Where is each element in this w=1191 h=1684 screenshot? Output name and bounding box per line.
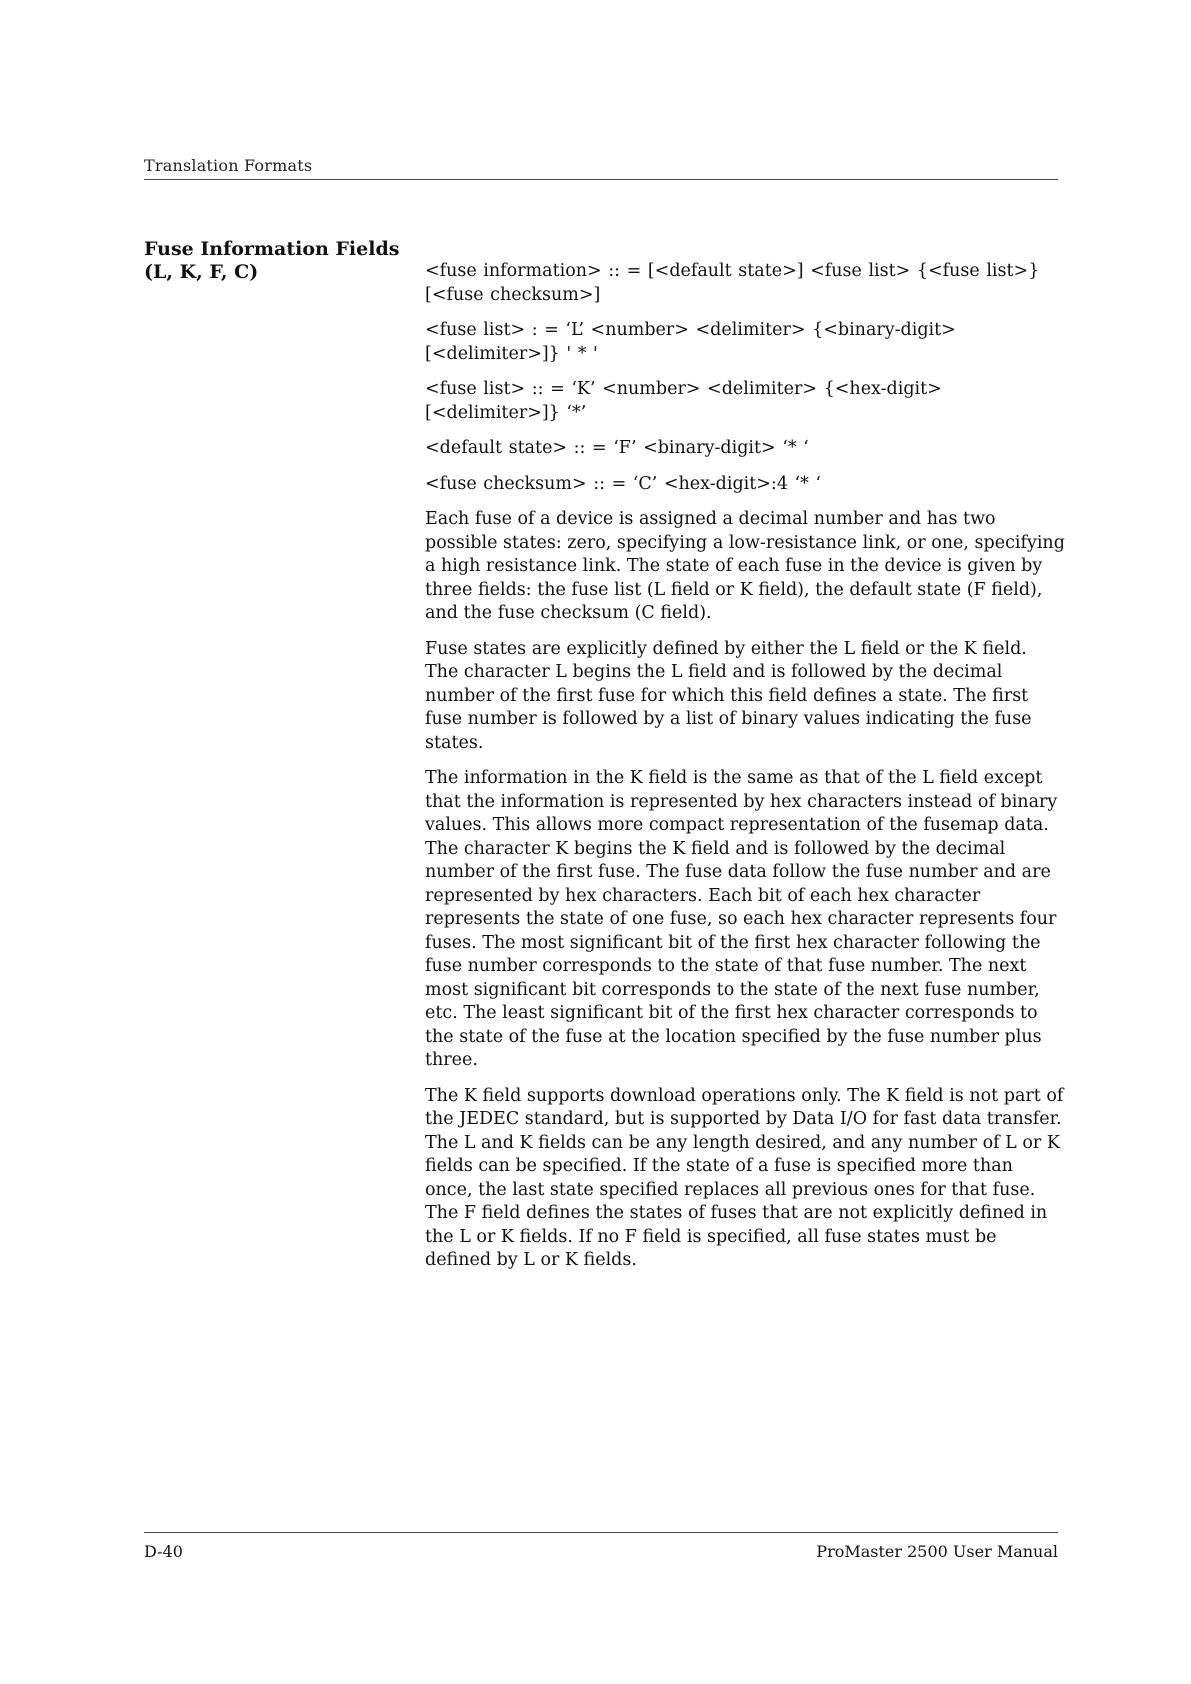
syntax-fuse-list-l: <fuse list> : = ‘L’ <number> <delimiter> {<binary-digit> [<delimiter>]} ' * ' [425, 320, 956, 364]
syntax-fuse-information: <fuse information> :: = [<default state>] <fuse list> {<fuse list>} [<fuse checksum>] [425, 261, 1040, 305]
syntax-fuse-checksum: <fuse checksum> :: = ‘C’ <hex-digit>:4 ‘* ‘ [425, 473, 821, 494]
paragraph-k-field: The information in the K field is the same as that of the L field except that the information is represented by hex characters instead of binary values. This allows more compact representation of the fusemap data. The character K begins the K field and is followed by the decimal number of the first fuse. The fuse data follow the fuse number and are represented by hex characters. Each bit of each hex character represents the state of one fuse, so each hex character represents four fuses. The most significant bit of the first hex character following the fuse number corresponds to the state of that fuse number. The next most significant bit corresponds to the state of the next fuse number, etc. The least significant bit of the first hex character corresponds to the state of the fuse at the location specified by the fuse number plus three. [425, 768, 1058, 1070]
page-number: D-40 [144, 1542, 183, 1561]
section-heading-fields: (L, K, F, C) [144, 261, 259, 283]
section-heading [144, 238, 400, 284]
paragraph-l-field: Fuse states are explicitly defined by either the L field or the K field. The character L begins the L field and is followed by the decimal number of the first fuse for which this field defines a state. The first fuse number is followed by a list of binary values indicating the fuse states. [425, 638, 1032, 753]
paragraph-fuse-states: Each fuse of a device is assigned a decimal number and has two possible states: zero, specifying a low-resistance link, or one, specifying a high resistance link. The state of each fuse in the device is given by three fields: the fuse list (L field or K field), the default state (F field), and the fuse checksum (C field). [425, 509, 1065, 623]
running-header: Translation Formats [144, 156, 313, 175]
manual-title: ProMaster 2500 User Manual [816, 1542, 1058, 1561]
header-rule [144, 179, 1058, 180]
paragraph-k-field-download: The K field supports download operations only. The K field is not part of the JEDEC standard, but is supported by Data I/O for fast data transfer. The L and K fields can be any length desired, and any number of L or K fields can be specified. If the state of a fuse is specified more than once, the last state specified replaces all previous ones for that fuse. The F field defines the states of fuses that are not explicitly defined in the L or K fields. If no F field is specified, all fuse states must be defined by L or K fields. [425, 1085, 1064, 1270]
syntax-default-state: <default state> :: = ‘F’ <binary-digit> ‘* ‘ [425, 438, 809, 458]
syntax-block [425, 260, 1065, 496]
main-content [425, 260, 1065, 1285]
section-heading-title: Fuse Information Fields [144, 238, 400, 260]
footer-rule [144, 1532, 1058, 1533]
syntax-fuse-list-k: <fuse list> :: = ‘K’ <number> <delimiter> {<hex-digit> [<delimiter>]} ‘*’ [425, 379, 942, 423]
